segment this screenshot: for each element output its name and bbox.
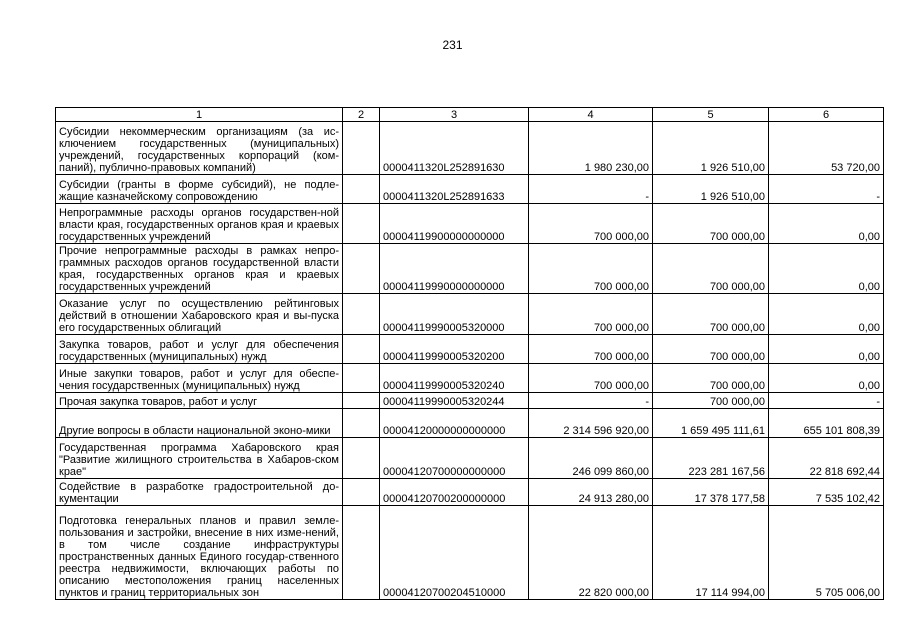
row-remainder: 0,00: [769, 364, 884, 393]
table-row: [56, 364, 884, 393]
row-name: Оказание услуг по осуществлению рейтинговых действий в отношении Хабаровского края и вы-пуска его государственных облигаций: [56, 294, 343, 335]
row-code: 0000411320L252891630: [380, 122, 529, 175]
column-header-5: 5: [653, 108, 769, 122]
column-header-3: 3: [380, 108, 529, 122]
row-section: [343, 409, 380, 438]
row-code: 00004119990000000000: [380, 244, 529, 294]
table-header-row: [56, 108, 884, 122]
table-row: [56, 438, 884, 479]
row-approved: -: [529, 175, 653, 204]
row-name: Прочая закупка товаров, работ и услуг: [56, 393, 343, 409]
row-remainder: 0,00: [769, 294, 884, 335]
row-name: Субсидии (гранты в форме субсидий), не подле-жащие казначейскому сопровождению: [56, 175, 343, 204]
row-executed: 700 000,00: [653, 335, 769, 364]
row-section: [343, 122, 380, 175]
column-header-2: 2: [343, 108, 380, 122]
table-row: [56, 506, 884, 600]
row-code: 00004119900000000000: [380, 204, 529, 244]
row-name: Прочие непрограммные расходы в рамках непро-граммных расходов органов государственной власти края, государственных органов края и краевых государственных учреждений: [56, 244, 343, 294]
row-executed: 1 926 510,00: [653, 175, 769, 204]
row-remainder: 53 720,00: [769, 122, 884, 175]
row-approved: 24 913 280,00: [529, 479, 653, 506]
row-name: Содействие в разработке градостроительной до-кументации: [56, 479, 343, 506]
row-section: [343, 393, 380, 409]
row-executed: 700 000,00: [653, 244, 769, 294]
page-number: 231: [442, 38, 463, 52]
table-row: [56, 335, 884, 364]
row-name: Другие вопросы в области национальной эконо-мики: [56, 409, 343, 438]
row-code: 00004119990005320244: [380, 393, 529, 409]
row-name: Иные закупки товаров, работ и услуг для обеспе-чения государственных (муниципальных) нужд: [56, 364, 343, 393]
table-row: [56, 244, 884, 294]
table-row: [56, 204, 884, 244]
row-remainder: 655 101 808,39: [769, 409, 884, 438]
column-header-4: 4: [529, 108, 653, 122]
row-name: Непрограммные расходы органов государствен-ной власти края, государственных органов края и краевых государственных учреждений: [56, 204, 343, 244]
row-executed: 17 114 994,00: [653, 506, 769, 600]
row-remainder: -: [769, 175, 884, 204]
row-section: [343, 364, 380, 393]
table-row: [56, 294, 884, 335]
row-approved: 700 000,00: [529, 294, 653, 335]
row-section: [343, 438, 380, 479]
row-section: [343, 479, 380, 506]
row-remainder: 0,00: [769, 204, 884, 244]
row-executed: 223 281 167,56: [653, 438, 769, 479]
row-executed: 700 000,00: [653, 364, 769, 393]
row-executed: 700 000,00: [653, 204, 769, 244]
row-section: [343, 244, 380, 294]
row-approved: -: [529, 393, 653, 409]
row-remainder: 22 818 692,44: [769, 438, 884, 479]
row-code: 00004120700000000000: [380, 438, 529, 479]
table-row: [56, 175, 884, 204]
row-name: Государственная программа Хабаровского края "Развитие жилищного строительства в Хабаров-ском крае": [56, 438, 343, 479]
row-approved: 700 000,00: [529, 204, 653, 244]
row-approved: 700 000,00: [529, 244, 653, 294]
row-executed: 1 659 495 111,61: [653, 409, 769, 438]
column-header-6: 6: [769, 108, 884, 122]
row-name: Подготовка генеральных планов и правил земле-пользования и застройки, внесение в них изме-нений, в том числе создание инфраструктуры пространственных данных Единого государ-ственного реестра недвижимости, включающих работы по описанию местоположения границ населенных пунктов и границ территориальных зон: [56, 506, 343, 600]
row-executed: 17 378 177,58: [653, 479, 769, 506]
table-row: [56, 409, 884, 438]
row-section: [343, 506, 380, 600]
row-section: [343, 204, 380, 244]
row-remainder: 0,00: [769, 244, 884, 294]
row-section: [343, 175, 380, 204]
table-row: [56, 393, 884, 409]
row-approved: 246 099 860,00: [529, 438, 653, 479]
row-approved: 1 980 230,00: [529, 122, 653, 175]
row-name: Субсидии некоммерческим организациям (за ис-ключением государственных (муниципальных) учреждений, государственных корпораций (ком-паний), публично-правовых компаний): [56, 122, 343, 175]
row-name: Закупка товаров, работ и услуг для обеспечения государственных (муниципальных) нужд: [56, 335, 343, 364]
budget-table: [55, 107, 884, 600]
row-code: 00004119990005320200: [380, 335, 529, 364]
row-remainder: 0,00: [769, 335, 884, 364]
row-approved: 2 314 596 920,00: [529, 409, 653, 438]
row-remainder: 5 705 006,00: [769, 506, 884, 600]
row-executed: 700 000,00: [653, 294, 769, 335]
row-section: [343, 335, 380, 364]
row-executed: 700 000,00: [653, 393, 769, 409]
row-section: [343, 294, 380, 335]
row-approved: 700 000,00: [529, 364, 653, 393]
row-executed: 1 926 510,00: [653, 122, 769, 175]
row-code: 00004119990005320240: [380, 364, 529, 393]
row-remainder: 7 535 102,42: [769, 479, 884, 506]
table-row: [56, 122, 884, 175]
row-approved: 22 820 000,00: [529, 506, 653, 600]
row-code: 00004119990005320000: [380, 294, 529, 335]
row-remainder: -: [769, 393, 884, 409]
row-code: 00004120700204510000: [380, 506, 529, 600]
row-code: 0000411320L252891633: [380, 175, 529, 204]
row-code: 00004120000000000000: [380, 409, 529, 438]
row-approved: 700 000,00: [529, 335, 653, 364]
row-code: 00004120700200000000: [380, 479, 529, 506]
table-row: [56, 479, 884, 506]
column-header-1: 1: [56, 108, 343, 122]
